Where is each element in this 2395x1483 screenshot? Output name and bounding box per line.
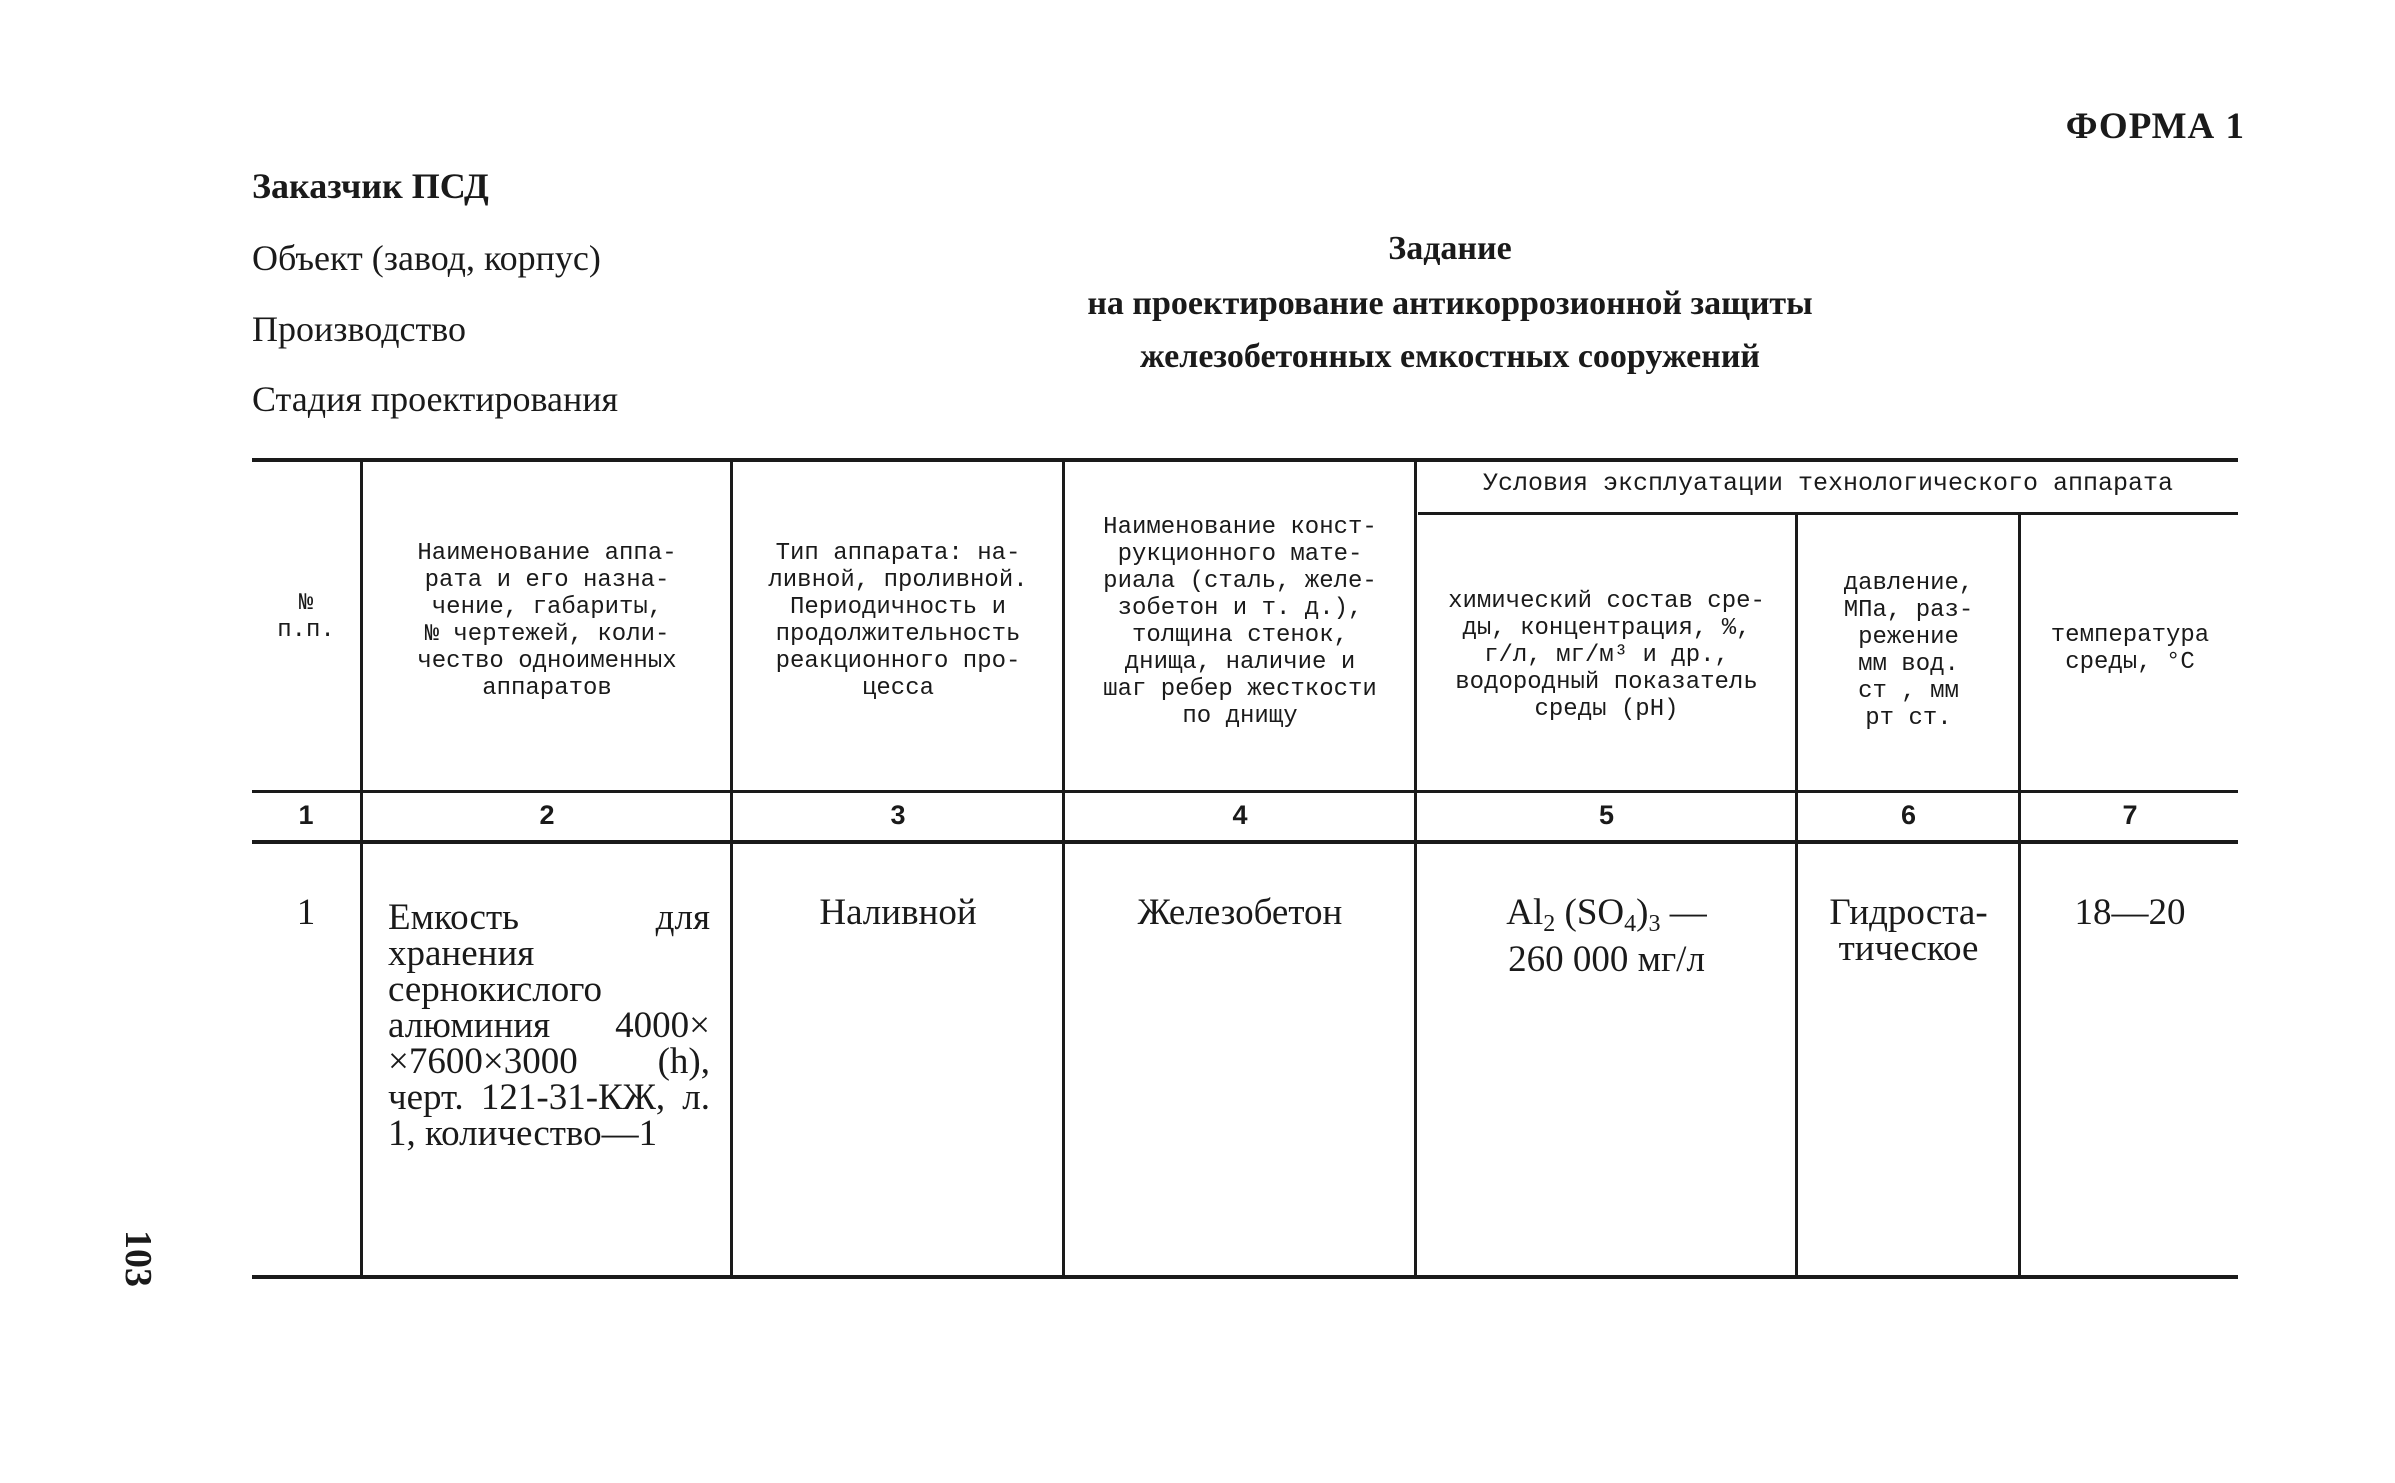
- chem-formula-dash: —: [1660, 892, 1707, 933]
- chem-formula-paren: ): [1636, 892, 1649, 933]
- production-label: Производство: [252, 309, 466, 349]
- table-bottom-rule: [252, 1275, 2238, 1279]
- colnum-3: 3: [890, 800, 906, 830]
- header-col-7: температура среды, °С: [2050, 622, 2210, 676]
- header-col-4: Наименование конст- рукционного мате- риала (сталь, желе- зобетон и т. д.), толщина стенок, днища, наличие и шаг ребер жесткости по днищу: [1103, 514, 1377, 730]
- customer-label: Заказчик ПСД: [252, 166, 489, 206]
- header-col-5: химический состав сре- ды, концентрация, %, г/л, мг/м³ и др., водородный показатель среды (pH): [1448, 588, 1765, 723]
- table-top-rule: [252, 458, 2238, 462]
- header-col-3: Тип аппарата: на- ливной, проливной. Периодичность и продолжительность реакционного про- цесса: [768, 540, 1028, 702]
- colnum-7: 7: [2122, 800, 2138, 830]
- chem-sub-al: 2: [1543, 911, 1556, 937]
- document-subtitle-line2: железобетонных емкостных сооружений: [1139, 338, 1761, 375]
- group-header-rule: [1418, 512, 2238, 515]
- col-divider-5: [1795, 515, 1798, 1275]
- design-stage-label: Стадия проектирования: [252, 379, 619, 419]
- header-col-2: Наименование аппа- рата и его назна- чение, габариты, № чертежей, коли- чество одноименных аппаратов: [417, 540, 677, 702]
- colnum-bottom-rule: [252, 840, 2238, 844]
- colnum-2: 2: [539, 800, 555, 830]
- pressure-value: Гидроста- тическое: [1829, 892, 1988, 969]
- apparatus-type: Наливной: [819, 892, 977, 933]
- page-number: 103: [117, 1230, 159, 1287]
- col-divider-1: [360, 462, 363, 1275]
- col-divider-2: [730, 462, 733, 1275]
- chem-sub-o: 4: [1624, 911, 1637, 937]
- operating-conditions-header: Условия эксплуатации технологического аппарата: [1482, 469, 2174, 498]
- colnum-1: 1: [298, 800, 314, 830]
- header-col-6: давление, МПа, раз- режение мм вод. ст , мм рт ст.: [1843, 570, 1974, 732]
- header-bottom-rule: [252, 790, 2238, 793]
- object-label: Объект (завод, корпус): [252, 238, 601, 278]
- colnum-5: 5: [1598, 800, 1615, 830]
- col-divider-4: [1414, 462, 1417, 1275]
- chem-formula-so: (SO: [1555, 892, 1625, 933]
- document-subtitle-line1: на проектирование антикоррозионной защиты: [1087, 285, 1813, 322]
- apparatus-name: Емкость для хранения сернокислого алюминия 4000× ×7600×3000 (h), черт. 121-31-КЖ, л. 1, количество—1: [388, 897, 710, 1154]
- temperature-value: 18—20: [2074, 892, 2186, 933]
- chem-concentration: 260 000 мг/л: [1508, 939, 1705, 980]
- form-label: ФОРМА 1: [2065, 106, 2245, 147]
- chem-sub-paren: 3: [1648, 911, 1661, 937]
- colnum-4: 4: [1232, 800, 1248, 830]
- row-number: 1: [296, 892, 316, 933]
- colnum-6: 6: [1900, 800, 1917, 830]
- construction-material: Железобетон: [1137, 892, 1343, 933]
- chem-formula-al: Al: [1506, 892, 1544, 933]
- header-col-1: № п.п.: [277, 590, 335, 644]
- col-divider-6: [2018, 515, 2021, 1275]
- chemical-composition: [1418, 892, 1795, 980]
- col-divider-3: [1062, 462, 1065, 1275]
- document-title: Задание: [1388, 230, 1512, 267]
